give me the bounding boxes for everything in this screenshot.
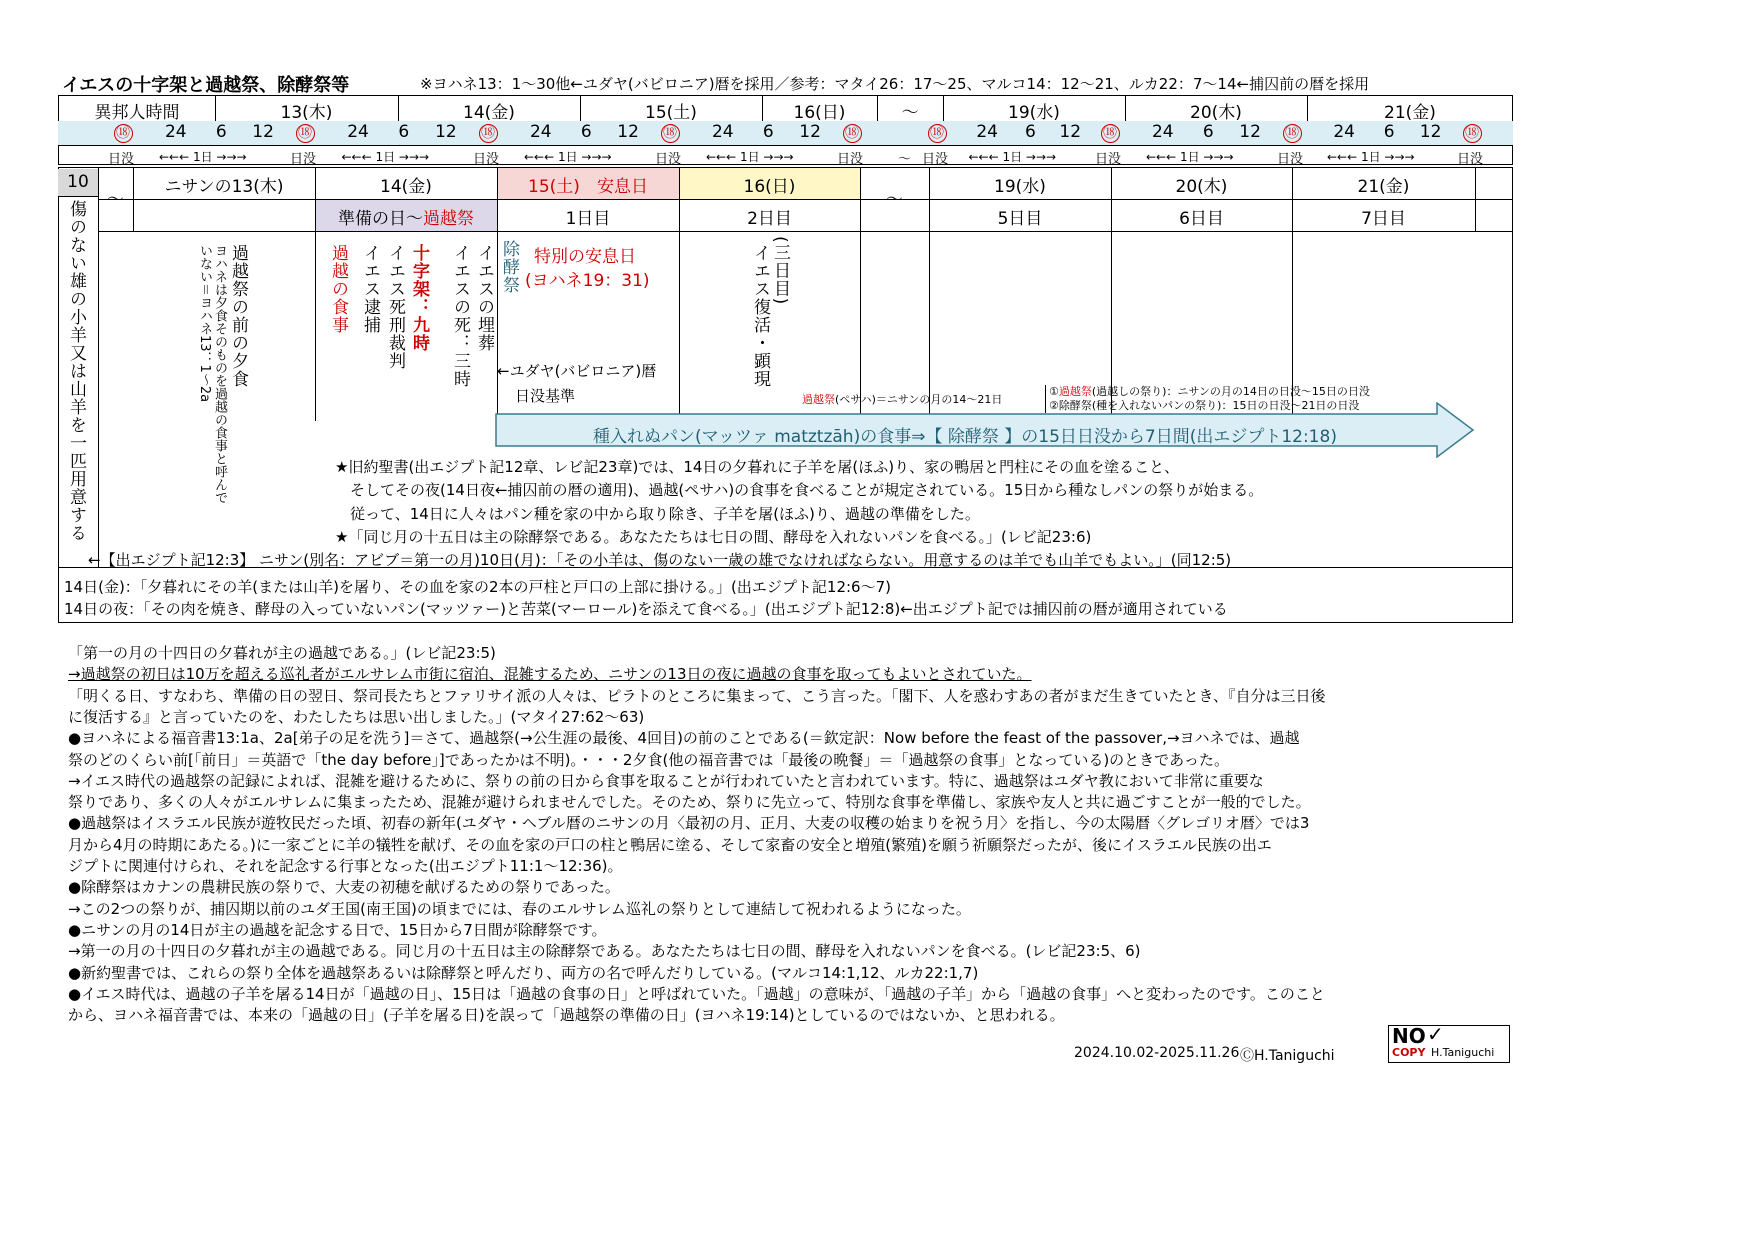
day-gap: ～ xyxy=(901,103,919,123)
day-21: 21(金) xyxy=(1384,103,1436,123)
day-13: 13(木) xyxy=(280,103,333,123)
body-line: 「第一の月の十四日の夕暮れが主の過越である。」(レビ記23:5) xyxy=(68,644,496,662)
day-span-arrow: ←←← 1日 →→→ xyxy=(1327,150,1415,164)
page-title: イエスの十字架と過越祭、除酵祭等 xyxy=(62,75,350,96)
day-span-arrow: ←←← 1日 →→→ xyxy=(159,150,247,164)
sunset-hour-mark: ⑱ xyxy=(108,122,138,143)
hour-12: 12 xyxy=(1239,122,1261,142)
day-span-arrow: ←←← 1日 →→→ xyxy=(1146,150,1234,164)
count-day-2: 2日目 xyxy=(747,209,792,229)
body-line: から、ヨハネ福音書では、本来の「過越の日」(子羊を屠る日)を誤って「過越祭の準備の日」(ヨハネ19:14)としているのではないか、と思われる。 xyxy=(68,1006,1065,1025)
check-icon: ✓ xyxy=(1427,1022,1444,1046)
body-line: 祭りであり、多くの人々がエルサレムに集まったため、混雑が避けられませんでした。そのため、祭りに先立って、特別な食事を準備し、家族や友人と共に過ごすことが一般的でした。 xyxy=(68,793,1311,812)
sunset-label: 日没 xyxy=(473,152,500,167)
day-span-arrow: ←←← 1日 →→→ xyxy=(968,150,1057,164)
nisan-19: 19(水) xyxy=(994,177,1046,197)
nisan-15-sabbath: 15(土) 安息日 xyxy=(528,177,648,197)
day-20: 20(木) xyxy=(1190,103,1242,123)
sunset-hour-mark: ⑱ xyxy=(1457,122,1487,143)
hour-6: 6 xyxy=(580,122,592,142)
sunset-label: 日没 xyxy=(1457,152,1484,167)
body-line: に復活する』と言っていたのを、わたしたちは思い出しました。」(マタイ27:62～63) xyxy=(68,707,645,726)
sunset-hour-mark: ⑱ xyxy=(1277,122,1307,143)
arrow-text: 種入れぬパン(マッツァ matztzāh)の食事⇒【 除酵祭 】の15日日没から7日間(出エジプト12:18) xyxy=(593,427,1337,447)
footer-date: 2024.10.02-2025.11.26 xyxy=(1074,1045,1240,1061)
hour-6: 6 xyxy=(215,122,227,142)
nisan-14: 14(金) xyxy=(380,177,432,197)
special-sabbath-ref: (ヨハネ19：31) xyxy=(525,271,650,291)
body-line: ●イエス時代は、過越の子羊を屠る14日が「過越の日」、15日は「過越の食事の日」と呼ばれていた。「過越」の意味が、「過越の子羊」から「過越の食事」へと変わったのです。このこと xyxy=(68,984,1325,1003)
explanation-line-3: 従って、14日に人々はパン種を家の中から取り除き、子羊を屠(ほふ)り、過越の準備をした。 xyxy=(335,505,980,523)
body-line: ●新約聖書では、これらの祭り全体を過越祭あるいは除酵祭と呼んだり、両方の名で呼んだりしている。(マルコ14:1,12、ルカ22:1,7) xyxy=(68,963,979,982)
jesus-burial: イエスの埋葬 xyxy=(474,244,494,352)
body-line: ●除酵祭はカナンの農耕民族の祭りで、大麦の初穂を献げるための祭りであった。 xyxy=(68,878,620,897)
hour-24: 24 xyxy=(529,122,552,142)
hour-12: 12 xyxy=(435,122,457,142)
count-day-1: 1日目 xyxy=(565,209,611,229)
hour-6: 6 xyxy=(1024,122,1036,142)
sunset-hour-mark: ⑱ xyxy=(290,122,320,143)
third-day: (三日目) xyxy=(770,236,790,306)
footer-copyright: ⒸH.Taniguchi xyxy=(1240,1048,1335,1064)
hour-12: 12 xyxy=(799,122,821,142)
pesach-definition: 過越祭(ペサハ)＝ニサンの月の14～21日 xyxy=(802,393,1003,406)
sunset-basis: 日没基準 xyxy=(515,387,576,405)
lamb-prepare-vertical: 傷のない雄の小羊又は山羊を一匹用意する xyxy=(66,200,86,542)
hour-6: 6 xyxy=(1383,122,1395,142)
gap-tilde: ～ xyxy=(898,152,912,167)
nisan-20: 20(木) xyxy=(1175,177,1228,197)
count-day-6: 6日目 xyxy=(1179,209,1224,229)
body-line: →過越祭の初日は10万を超える巡礼者がエルサレム市街に宿泊、混雑するため、ニサンの13日の夜に過越の食事を取ってもよいとされていた。 xyxy=(68,665,1032,684)
day-16: 16(日) xyxy=(793,103,846,123)
body-line: ジプトに関連付けられ、それを記念する行事となった(出エジプト11:1～12:36)。 xyxy=(68,857,623,875)
crucifixion-nine: 十字架：九時 xyxy=(409,244,429,352)
day-14: 14(金) xyxy=(463,103,515,123)
body-line: →この2つの祭りが、捕囚期以前のユダ王国(南王国)の頃までには、春のエルサレム巡礼の祭りとして連結して祝われるようになった。 xyxy=(68,899,971,918)
hour-24: 24 xyxy=(1333,122,1355,142)
hour-12: 12 xyxy=(1059,122,1082,142)
day-span-arrow: ←←← 1日 →→→ xyxy=(341,150,430,164)
sunset-label: 日没 xyxy=(290,152,317,167)
nisan-tilde-left: ～ xyxy=(107,190,124,210)
hour-24: 24 xyxy=(164,122,187,142)
hour-12: 12 xyxy=(1419,122,1442,142)
calendar-note: ※ヨハネ13：1～30他←ユダヤ(バビロニア)暦を採用／参考：マタイ26：17～25、マルコ14：12～21、ルカ22：7～14←捕囚前の暦を採用 xyxy=(420,75,1370,93)
day-15: 15(土) xyxy=(645,103,697,123)
hour-6: 6 xyxy=(1202,122,1214,142)
hour-24: 24 xyxy=(347,122,369,142)
hour-24: 24 xyxy=(976,122,998,142)
day-span-arrow: ←←← 1日 →→→ xyxy=(706,150,794,164)
sunset-hour-mark: ⑱ xyxy=(837,122,867,143)
body-line: →イエス時代の過越祭の記録によれば、混雑を避けるために、祭りの前の日から食事を取ることが行われていたと言われています。特に、過越祭はユダヤ教において非常に重要な xyxy=(68,771,1264,790)
body-line: →第一の月の十四日の夕暮れが主の過越である。同じ月の十五日は主の除酵祭である。あなたたちは七日の間、酵母を入れないパンを食べる。(レビ記23:5、6) xyxy=(68,942,1141,961)
body-line: 月から4月の時期にあたる。)に一家ごとに羊の犠牲を献げ、その血を家の戸口の柱と鴨居に塗る、そして家畜の安全と増殖(繁殖)を願う祈願祭だったが、後にイスラエル民族の出エ xyxy=(68,835,1272,854)
body-line: 「明くる日、すなわち、準備の日の翌日、祭司長たちとファリサイ派の人々は、ピラトのところに集まって、こう言った。「閣下、人を惑わすあの者がまだ生きていたとき、『自分は三日後 xyxy=(68,686,1326,705)
death-trial: イエス死刑裁判 xyxy=(385,244,405,370)
day-span-arrow: ←←← 1日 →→→ xyxy=(524,150,612,164)
hour-24: 24 xyxy=(1151,122,1174,142)
count-day-7: 7日目 xyxy=(1361,209,1406,229)
explanation-line-2: そしてその夜(14日夜←捕囚前の暦の適用)、過越(ペサハ)の食事を食べることが規定されている。15日から種なしパンの祭りが始まる。 xyxy=(335,481,1264,499)
explanation-line-1: ★旧約聖書(出エジプト記12章、レビ記23章)では、14日の夕暮れに子羊を屠(ほふ)り、家の鴨居と門柱にその血を塗ること、 xyxy=(335,458,1180,476)
unleavened-feast-vertical: 除酵祭 xyxy=(499,240,519,294)
nisan-13: ニサンの13(木) xyxy=(164,177,284,197)
day-19: 19(水) xyxy=(1008,103,1060,123)
gentile-time-label: 異邦人時間 xyxy=(94,103,180,123)
no-copy-stamp: NO ✓ COPY H.Taniguchi xyxy=(1388,1025,1510,1063)
hour-6: 6 xyxy=(762,122,774,142)
body-line: ●ヨハネによる福音書13:1a、2a[弟子の足を洗う]＝さて、過越祭(→公生涯の最後、4回目)の前のことである(＝欽定訳：Now before the feast of the passover,→ヨハネでは、過越 xyxy=(68,729,1300,748)
nisan-16: 16(日) xyxy=(743,177,796,197)
sunset-hour-mark: ⑱ xyxy=(1095,122,1125,143)
resurrection: イエス復活・顕現 xyxy=(750,244,770,388)
sunset-label: 日没 xyxy=(1277,152,1304,167)
sunset-label: 日没 xyxy=(655,152,682,167)
sunset-label: 日没 xyxy=(108,152,135,167)
exodus-line-1: ←【出エジプト記12:3】 ニサン(別名：アビブ＝第一の月)10日(月)：「その小羊は、傷のない一歳の雄でなければならない。用意するのは羊でも山羊でもよい。」(同12:5) xyxy=(88,551,1232,569)
hour-24: 24 xyxy=(711,122,734,142)
preparation-day: 準備の日～過越祭 xyxy=(338,209,474,229)
sunset-hour-mark: ⑱ xyxy=(473,122,503,143)
jesus-arrest: イエス逮捕 xyxy=(360,244,380,334)
sunset-label: 日没 xyxy=(837,152,864,167)
sunset-hour-mark: ⑱ xyxy=(655,122,685,143)
john-note-vertical: ヨハネは夕食そのものを過越の食事と呼んでいない＝ヨハネ13：1～2a xyxy=(197,244,227,504)
body-line: ●過越祭はイスラエル民族が遊牧民だった頃、初春の新年(ユダヤ・ヘブル暦のニサンの月〈最初の月、正月、大麦の収穫の始まりを祝う月〉を指し、今の太陽暦〈グレゴリオ暦〉では3 xyxy=(68,814,1310,833)
special-sabbath: 特別の安息日 xyxy=(534,247,636,267)
count-day-5: 5日目 xyxy=(997,209,1043,229)
jesus-death-three: イエスの死：三時 xyxy=(450,244,470,388)
hour-12: 12 xyxy=(252,122,274,142)
exodus-line-3: 14日の夜：「その肉を焼き、酵母の入っていないパン(マッツァー)と苦菜(マーロール)を添えて食べる。」(出エジプト記12:8)←出エジプト記では捕囚前の暦が適用されている xyxy=(64,600,1228,618)
hour-6: 6 xyxy=(398,122,410,142)
nisan-10: 10 xyxy=(58,169,98,196)
sunset-hour-mark: ⑱ xyxy=(922,122,952,143)
body-line: 祭のどのくらい前[「前日」＝英語で「the day before」]であったかは不明)。・・・2夕食(他の福音書では「最後の晩餐」＝「過越祭の食事」となっている)のときであった。 xyxy=(68,750,1230,769)
sunset-label: 日没 xyxy=(922,152,949,167)
pesach-breakdown: ①過越祭(過越しの祭り)：ニサンの月の14日の日没～15日の日没 ②除酵祭(種を入れないパンの祭り)：15日の日没～21日の日没 xyxy=(1045,385,1370,413)
explanation-line-4: ★「同じ月の十五日は主の除酵祭である。あなたたちは七日の間、酵母を入れないパンを食べる。」(レビ記23:6) xyxy=(335,528,1092,546)
sunset-label: 日没 xyxy=(1095,152,1122,167)
nisan-tilde-mid: ～ xyxy=(886,190,903,210)
babylonian-calendar: ←ユダヤ(バビロニア)暦 xyxy=(497,362,657,380)
exodus-line-2: 14日(金)：「夕暮れにその羊(または山羊)を屠り、その血を家の2本の戸柱と戸口の上部に掛ける。」(出エジプト記12:6～7) xyxy=(64,578,891,596)
hour-12: 12 xyxy=(617,122,639,142)
nisan-21: 21(金) xyxy=(1357,177,1410,197)
passover-meal: 過越の食事 xyxy=(328,244,348,334)
body-line: ●ニサンの月の14日が主の過越を記念する日で、15日から7日間が除酵祭です。 xyxy=(68,920,607,939)
supper-before-passover: 過越祭の前の夕食 xyxy=(228,244,248,388)
